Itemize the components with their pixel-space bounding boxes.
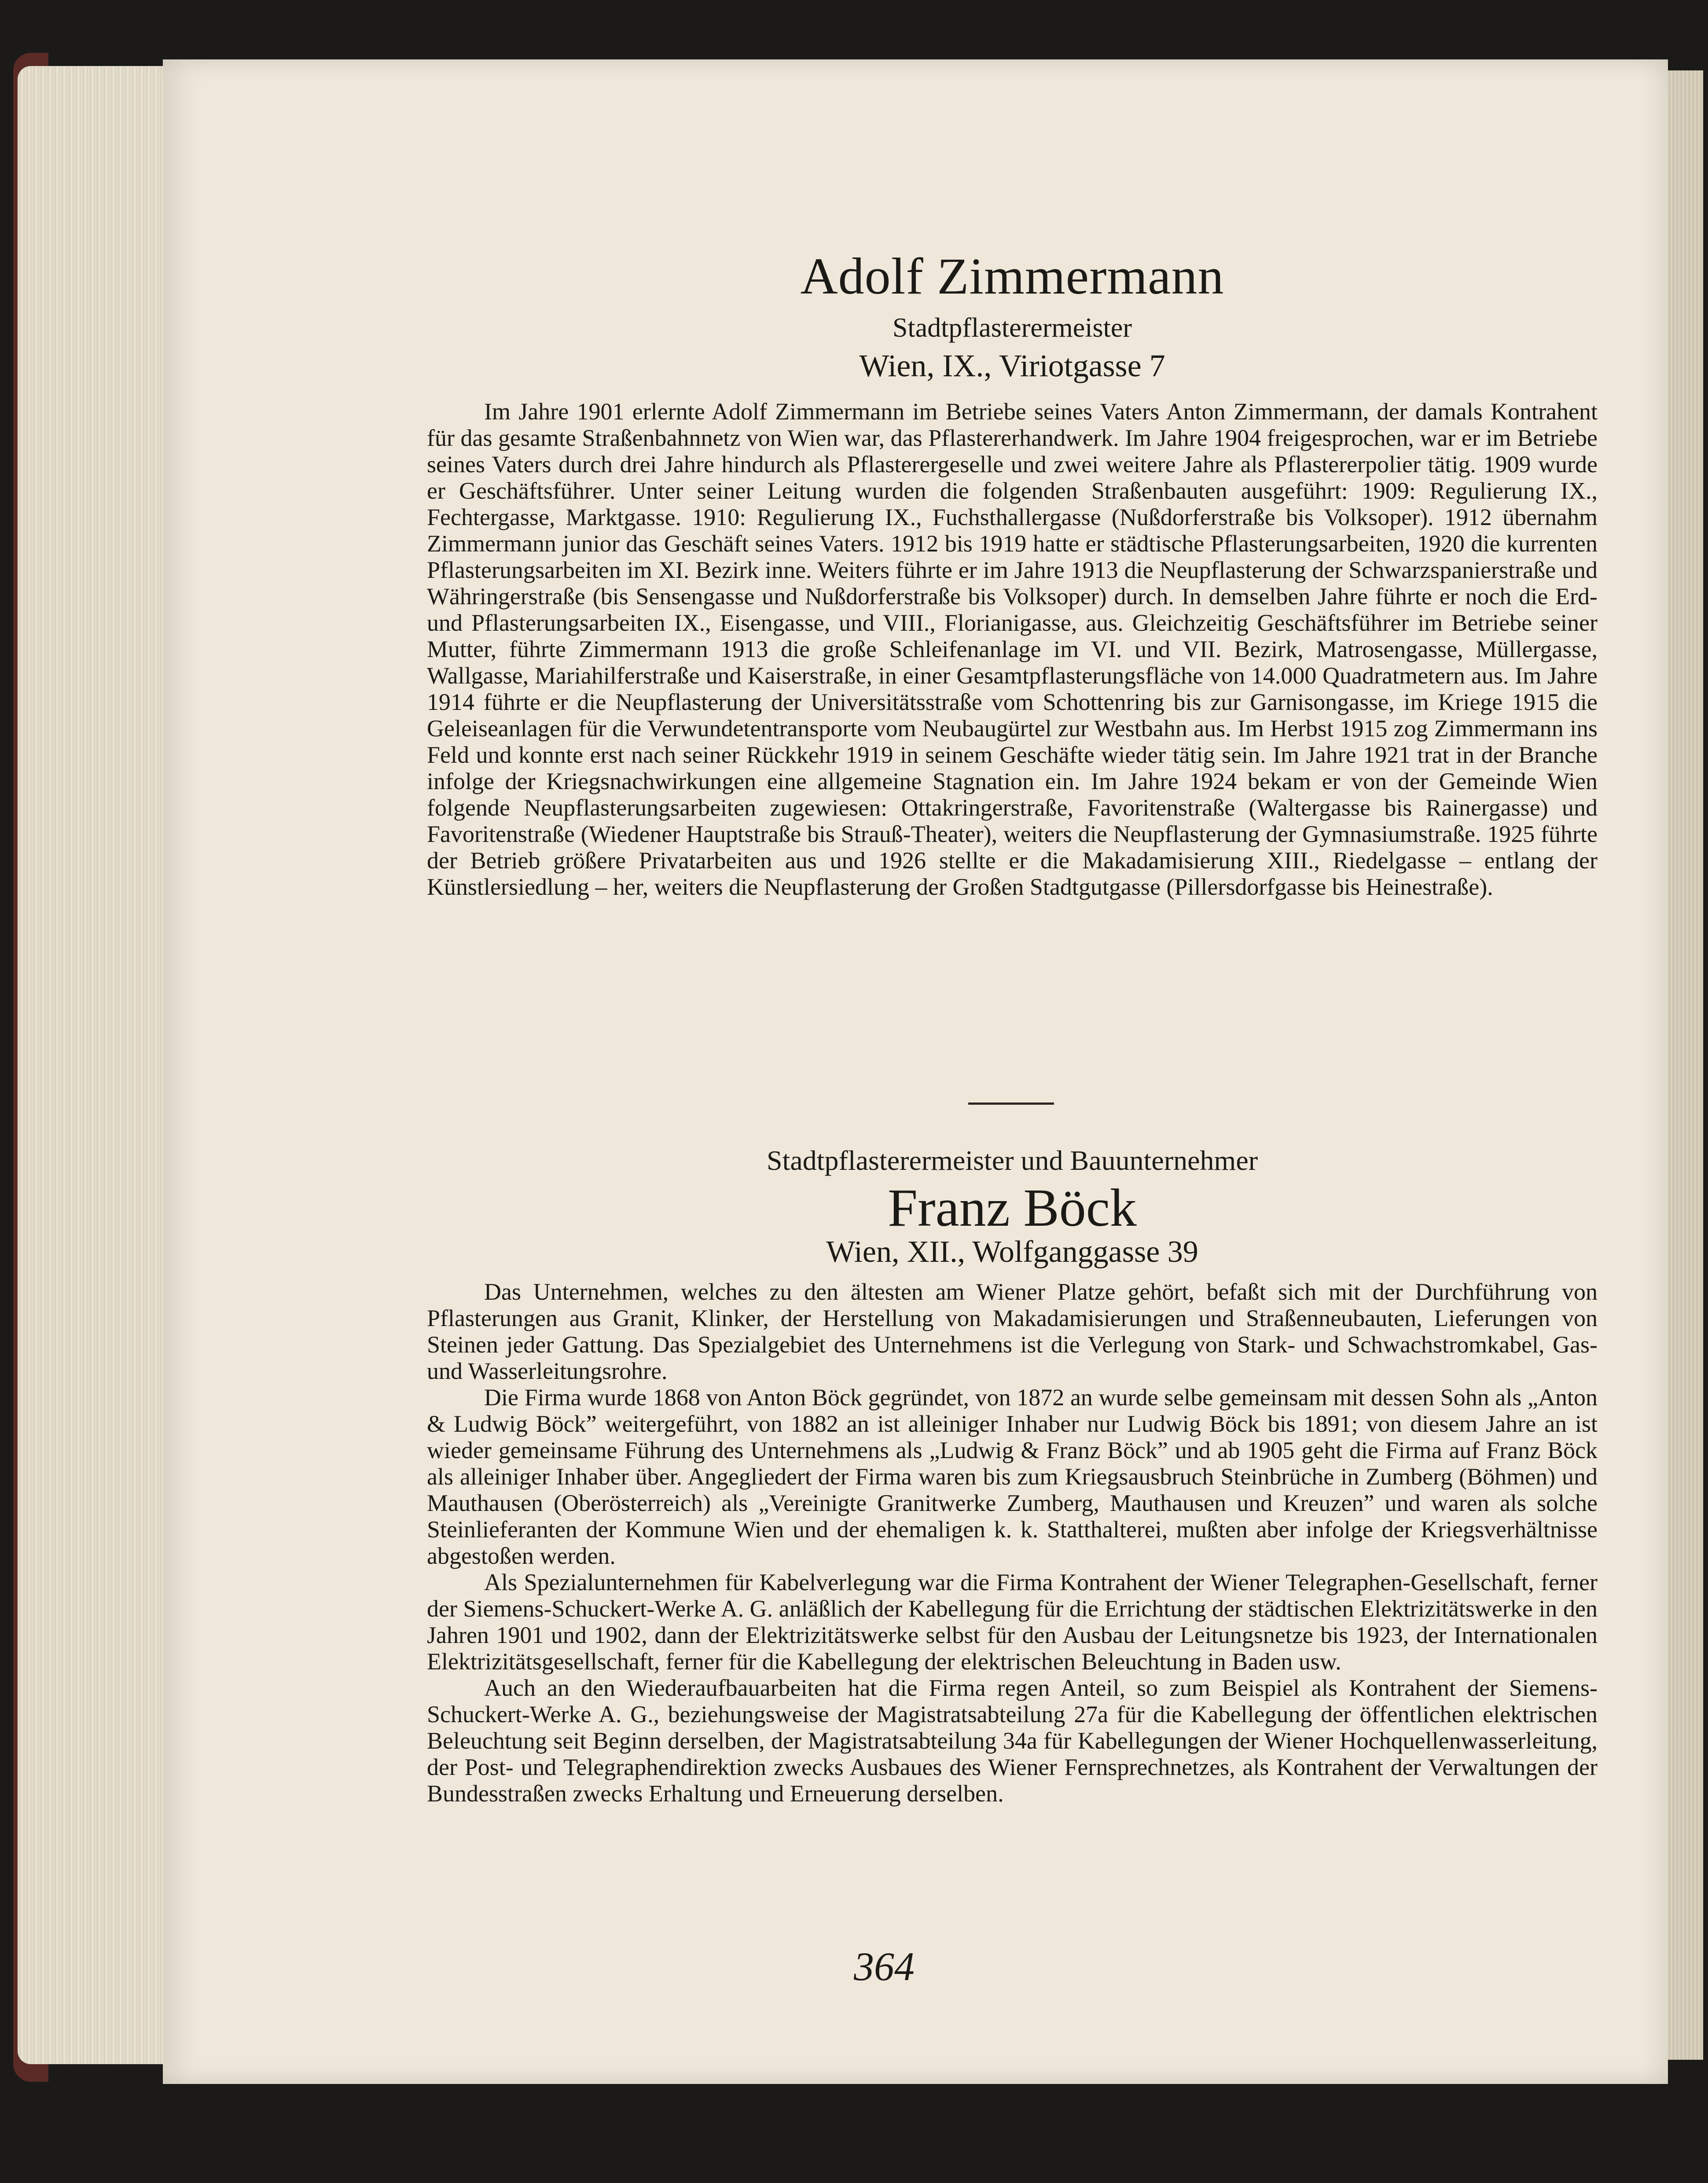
entry2-address: Wien, XII., Wolfganggasse 39 <box>826 1235 1198 1269</box>
book-page <box>163 59 1668 2084</box>
entry2-text <box>427 1279 1598 1807</box>
entry1-address: Wien, IX., Viriotgasse 7 <box>859 348 1165 383</box>
entry1-name: Adolf Zimmermann <box>800 247 1224 305</box>
entry1-title: Stadtpflasterermeister <box>892 313 1132 343</box>
section-divider <box>968 1103 1054 1105</box>
entry2-name: Franz Böck <box>888 1178 1137 1238</box>
entry2-title: Stadtpflasterermeister und Bauunternehmer <box>766 1145 1258 1176</box>
entry1-text: Im Jahre 1901 erlernte Adolf Zimmermann im Betriebe seines Vaters Anton Zimmermann, der damals Kontrahent für das gesamte Straßenbahnnetz von Wien war, das Pflastererhandwerk. Im Jahre 1904 freigesprochen, war er im Betriebe seines Vaters durch drei Jahre hindurch als Pflasterergeselle und zwei weitere Jahre als Pflastererpolier tätig. 1909 wurde er Geschäftsführer. Unter seiner Leitung wurden die folgenden Straßenbauten ausgeführt: 1909: Regulierung IX., Fechtergasse, Marktgasse. 1910: Regulierung IX., Fuchsthallergasse (Nußdorferstraße bis Volksoper). 1912 übernahm Zimmermann junior das Geschäft seines Vaters. 1912 bis 1919 hatte er städtische Pflasterungsarbeiten, 1920 die kurrenten Pflasterungsarbeiten im XI. Bezirk inne. Weiters führte er im Jahre 1913 die Neupflasterung der Schwarzspanierstraße und Währingerstraße (bis Sensengasse und Nußdorferstraße bis Volksoper) durch. In demselben Jahre führte er noch die Erd- und Pflasterungsarbeiten IX., Eisengasse, und VIII., Florianigasse, aus. Gleichzeitig Geschäftsführer im Betriebe seiner Mutter, führte Zimmermann 1913 die große Schleifenanlage im VI. und VII. Bezirk, Matrosengasse, Müllergasse, Wallgasse, Mariahilferstraße und Kaiserstraße, in einer Gesamtpflasterungsfläche von 14.000 Quadratmetern aus. Im Jahre 1914 führte er die Neupflasterung der Universitätsstraße vom Schottenring bis zur Garnisongasse, im Kriege 1915 die Geleiseanlagen für die Verwundetentransporte vom Neubaugürtel zur Westbahn aus. Im Herbst 1915 zog Zimmermann ins Feld und konnte erst nach seiner Rückkehr 1919 in seinem Geschäfte wieder tätig sein. Im Jahre 1921 trat in der Branche infolge der Kriegsnachwirkungen eine allgemeine Stagnation ein. Im Jahre 1924 bekam er von der Gemeinde Wien folgende Neupflasterungsarbeiten zugewiesen: Ottakringerstraße, Favoritenstraße (Waltergasse bis Rainergasse) und Favoritenstraße (Wiedener Hauptstraße bis Strauß-Theater), weiters die Neupflasterung der Gymnasiumstraße. 1925 führte der Betrieb größere Privatarbeiten aus und 1926 stellte er die Makadamisierung XIII., Riedelgasse – entlang der Künstlersiedlung – her, weiters die Neupflasterung der Großen Stadtgutgasse (Pillersdorfgasse bis Heinestraße). <box>427 398 1598 900</box>
entry2-paragraph: Das Unternehmen, welches zu den ältesten am Wiener Platze gehört, befaßt sich mit der Durchführung von Pflasterungen aus Granit, Klinker, der Herstellung von Makadamisierungen und Straßenneubauten, Lieferungen von Steinen jeder Gattung. Das Spezialgebiet des Unternehmens ist die Verlegung von Stark- und Schwachstromkabel, Gas- und Wasserleitungsrohre. <box>427 1279 1598 1384</box>
entry2-paragraph: Als Spezialunternehmen für Kabelverlegung war die Firma Kontrahent der Wiener Telegraphen-Gesellschaft, ferner der Siemens-Schuckert-Werke A. G. anläßlich der Kabellegung für die Errichtung der städtischen Elektrizitätswerke in den Jahren 1901 und 1902, dann der Elektrizitätswerke selbst für den Ausbau der Leitungsnetze bis 1923, der Internationalen Elektrizitätsgesellschaft, ferner für die Kabellegung der elektrischen Beleuchtung in Baden usw. <box>427 1569 1598 1675</box>
page-edges-right <box>1664 70 1703 2060</box>
entry2-paragraph: Auch an den Wiederaufbauarbeiten hat die Firma regen Anteil, so zum Beispiel als Kontrahent der Siemens-Schuckert-Werke A. G., beziehungsweise der Magistratsabteilung 27a für die Kabellegung der öffentlichen elektrischen Beleuchtung seit Beginn derselben, der Magistratsabteilung 34a für Kabellegungen der Wiener Hochquellenwasserleitung, der Post- und Telegraphendirektion zwecks Ausbaues des Wiener Fernsprechnetzes, als Kontrahent der Verwaltungen der Bundesstraßen zwecks Erhaltung und Erneuerung derselben. <box>427 1675 1598 1807</box>
entry2-paragraph: Die Firma wurde 1868 von Anton Böck gegründet, von 1872 an wurde selbe gemeinsam mit dessen Sohn als „Anton & Ludwig Böck” weitergeführt, von 1882 an ist alleiniger Inhaber nur Ludwig Böck bis 1891; von diesem Jahre an ist wieder gemeinsame Führung des Unternehmens als „Ludwig & Franz Böck” und ab 1905 geht die Firma auf Franz Böck als alleiniger Inhaber über. Angegliedert der Firma waren bis zum Kriegsausbruch Steinbrüche in Zumberg (Böhmen) und Mauthausen (Oberösterreich) als „Vereinigte Granitwerke Zumberg, Mauthausen und Kreuzen” und waren als solche Steinlieferanten der Kommune Wien und der ehemaligen k. k. Statthalterei, mußten aber infolge der Kriegsverhältnisse abgestoßen werden. <box>427 1384 1598 1569</box>
page-number: 364 <box>854 1944 915 1989</box>
page-edges-left <box>18 66 163 2064</box>
